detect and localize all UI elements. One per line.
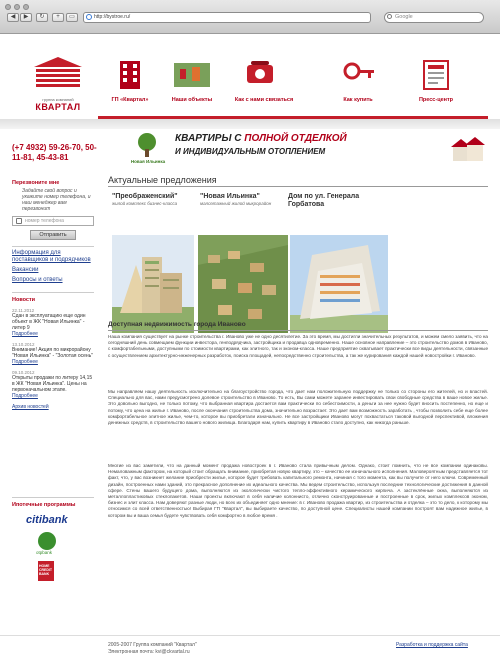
citibank-logo[interactable]: citibank — [26, 514, 68, 526]
banner-line-2: И ИНДИВИДУАЛЬНЫМ ОТОПЛЕНИЕМ — [175, 147, 326, 156]
phone-input[interactable] — [12, 216, 94, 226]
how-to-buy-key-icon[interactable] — [336, 57, 380, 91]
banner-line-1 — [175, 133, 347, 144]
sidebar-link-faq[interactable]: Вопросы и ответы — [12, 277, 63, 283]
article-paragraph-2: Мы направляем нашу деятельность исключительно на благоустройство города, что дает нам положительную поддержку не только со стороны его жителей, но и властей. Специально для вас, нами предусмотрено долевое строительство в Иваново. То есть, Вы сами можете заранее инвестировать свои свободные средства в ваше новое жилье. Это довольно выгодно, не только потому, что выбранная квартира достается вам практически по себестоимости, а деньги за нее нужно будет вносить постепенно, но еще и потому, что цена на жилье г. Иваново, после окончания строительства дома, значительно возрастает. Это дает вам возможность заработать , чтобы позволить себе еще более комфортабельное элитное жилье, чем-то, которое вы приобретали изначально. Не все застройщики Иваново могут похвастаться таковой выгодной перспективой, вложения денежных средств, в строительство вашего нового жилища. Благодаря нам, купить квартиру в Иваново стало доступно, как никогда раньше. — [108, 389, 488, 426]
divider — [108, 186, 488, 187]
banner-houses-icon — [449, 133, 485, 163]
article-title: Доступная недвижимость города Иваново — [108, 321, 246, 328]
search-icon — [387, 14, 392, 19]
news-item — [12, 308, 94, 337]
menu-item-contacts[interactable]: Как с нами связаться — [234, 97, 294, 103]
news-date: 09.10.2012 — [12, 370, 35, 375]
tree-logo-icon — [127, 131, 167, 159]
callback-title: Перезвоните мне — [12, 180, 60, 186]
callback-block — [12, 180, 94, 240]
offer-title-preobrazhensky[interactable]: "Преображенский" — [112, 193, 178, 200]
home-credit-logo[interactable]: HOME CREDIT BANK — [38, 561, 54, 581]
footer-copyright: 2005-2007 Группа компаний "Квартал" — [108, 642, 197, 648]
sidebar-link-suppliers[interactable]: Информация для поставщиков и подрядчиков — [12, 250, 91, 263]
promo-banner[interactable] — [127, 131, 487, 171]
site-favicon-icon — [86, 14, 92, 20]
divider — [108, 330, 488, 331]
news-date: 22.11.2012 — [12, 308, 35, 313]
news-item — [12, 370, 94, 399]
objects-map-icon[interactable] — [170, 57, 214, 91]
search-field[interactable]: Google — [384, 12, 484, 23]
press-center-newspaper-icon[interactable] — [414, 57, 458, 91]
menu-item-how-to-buy[interactable]: Как купить — [343, 97, 373, 103]
logo-tagline: группа компаний — [42, 97, 74, 102]
logo-building-icon — [28, 55, 88, 95]
otpbank-logo-icon[interactable] — [38, 532, 56, 550]
banner-line-1a: КВАРТИРЫ С — [175, 133, 245, 144]
news-more-link[interactable]: Подробнее — [12, 331, 38, 337]
sidebar-link-vacancies[interactable]: Вакансии — [12, 267, 39, 273]
sidebar-links — [12, 250, 98, 284]
news-date: 13.10.2012 — [12, 342, 35, 347]
article-paragraph-3: Многие из вас заметили, что на данный момент продажа новостроек в г. Иваново стала привычным делом. Однако, стоит помнить, что не все компании одинаковы. Немаловажным фактором, на который стоит обращать внимание, приобретая новую квартиру, это – качество ее изначального исполнения. Маловероятным представляется тот факт, что, у вас возникнет желание приобрести жилье, которое будет требовать капитального ремонта, начиная с того момента, как вы получите от него ключи. Современный дизайн, построенных нами зданий, это прекрасное дополнение их идеального качества. Мы ведем строительство, используя последние технологические достижения в данной сфере. Стены вашего будущего дома, выполняются из экологически чистого тепло-эффективного керамического кирпича. А застеклённые окна, выполняются из металлопластиковых стеклопакетов. Наши проекты включают в себя наличие колоннисто, отлично сконструированные и построенные в срок, жилых комплексов эконом, бизнес и элит класса. Нам доверяют разные люди, но всех их объединяет одно мнение: в г. Иваново продажа квартир, из строительства и отделка – это то дело, к которому мы относимся со всей ответственностью! Выбирая ГП "Квартал", вы выбираете качество, по доступной цене. Специалисты нашей компании построят вам надежное жилье, в котором вы и ваша семья будете чувствовать себя комфортно в любое время . — [108, 463, 488, 518]
zoom-window-icon[interactable] — [23, 4, 29, 10]
page-footer — [0, 635, 500, 665]
banner-brand: Новая Ильинка — [130, 159, 166, 164]
company-building-icon[interactable] — [108, 57, 152, 91]
news-text: Внимание! Акция по микрорайону "Новая Ильинка" - "Золотая осень" — [12, 347, 94, 359]
menu-item-objects[interactable]: Наши объекты — [171, 97, 213, 103]
mortgage-block — [12, 502, 94, 581]
divider — [12, 292, 94, 293]
article-paragraph-1: Наша компания существует на рынке строительства г. Иваново уже не одно десятилетие. За это время, мы достигли значительных результатов, и можем смело заявить, что на сегодняшний день совмещаем функции инвестора, генподрядчика, застройщика и продавца одновременно. Наше основное направление – это строительство домов в Иваново, с комфортабельными, доступными по стоимости квартирами, как элитного, так и эконом-класса. Наше предприятие охватывает практически все виды деятельности, связанные с осуществлением архитектурно-инженерных разработок, поиска площадей, непосредственно строительства, а так же курирования каждой нашей новостройки г. Иваново. — [108, 334, 488, 358]
news-item — [12, 342, 94, 365]
offer-title-gorbatova[interactable]: Дом по ул. Генерала Горбатова — [288, 193, 360, 208]
back-button[interactable]: ◀ — [7, 13, 19, 22]
footer-developer-link[interactable]: Разработка и поддержка сайта — [396, 642, 468, 648]
forward-button[interactable]: ▶ — [20, 13, 32, 22]
offer-title-novaya-ilinka[interactable]: "Новая Ильинка" — [200, 193, 260, 200]
banner-line-1b: ПОЛНОЙ ОТДЕЛКОЙ — [244, 133, 347, 144]
news-more-link[interactable]: Подробнее — [12, 393, 38, 399]
news-archive-link[interactable]: Архив новостей — [12, 404, 49, 410]
contacts-phone-icon[interactable] — [237, 57, 281, 91]
news-text: Открыты продажи по литеру 14,15 в ЖК "Новая Ильинка". Цены на первоначальном этапе. — [12, 375, 93, 393]
logo-name: КВАРТАЛ — [35, 102, 81, 112]
add-bookmark-button[interactable]: + — [52, 13, 64, 22]
reload-button[interactable]: ↻ — [36, 13, 48, 22]
phone-input-placeholder: номер телефона — [25, 218, 64, 224]
phone-icon — [16, 218, 22, 224]
mortgage-title: Ипотечные программы — [12, 502, 76, 508]
browser-chrome — [0, 0, 500, 34]
bookmarks-icon[interactable]: ▭ — [66, 13, 78, 22]
contact-phones: (+7 4932) 59-26-70, 50-11-81, 45-43-81 — [12, 143, 97, 162]
site-logo[interactable] — [28, 55, 88, 115]
news-text: Сдан в эксплуатацию еще один объект в ЖК "Новая Ильинка" - литер 9 — [12, 313, 86, 331]
offer-subtitle: малоэтажный жилой микрорайон — [200, 201, 272, 206]
otpbank-label: otpbank — [36, 550, 53, 555]
news-title: Новости — [12, 297, 36, 303]
minimize-window-icon[interactable] — [14, 4, 20, 10]
news-block — [12, 297, 94, 410]
web-page — [0, 35, 500, 665]
news-more-link[interactable]: Подробнее — [12, 359, 38, 365]
close-window-icon[interactable] — [5, 4, 11, 10]
menu-item-company[interactable]: ГП «Квартал» — [111, 97, 149, 103]
send-button[interactable]: Отправить — [30, 230, 76, 240]
divider — [12, 246, 94, 247]
menu-item-press-center[interactable]: Пресс-центр — [418, 97, 454, 103]
offer-subtitle: жилой комплекс бизнес-класса — [112, 201, 178, 206]
divider — [12, 497, 94, 498]
address-bar[interactable]: http://bystroe.ru/ — [83, 12, 371, 23]
window-controls — [5, 4, 29, 10]
footer-email[interactable]: Электронная почта: kvi@ckvartal.ru — [108, 649, 190, 655]
header-grey-band — [0, 119, 500, 129]
offers-title: Актуальные предложения — [108, 175, 217, 185]
callback-text: Задайте свой вопрос и укажите номер телефона, и наш менеджер вам перезвонит — [22, 188, 91, 212]
